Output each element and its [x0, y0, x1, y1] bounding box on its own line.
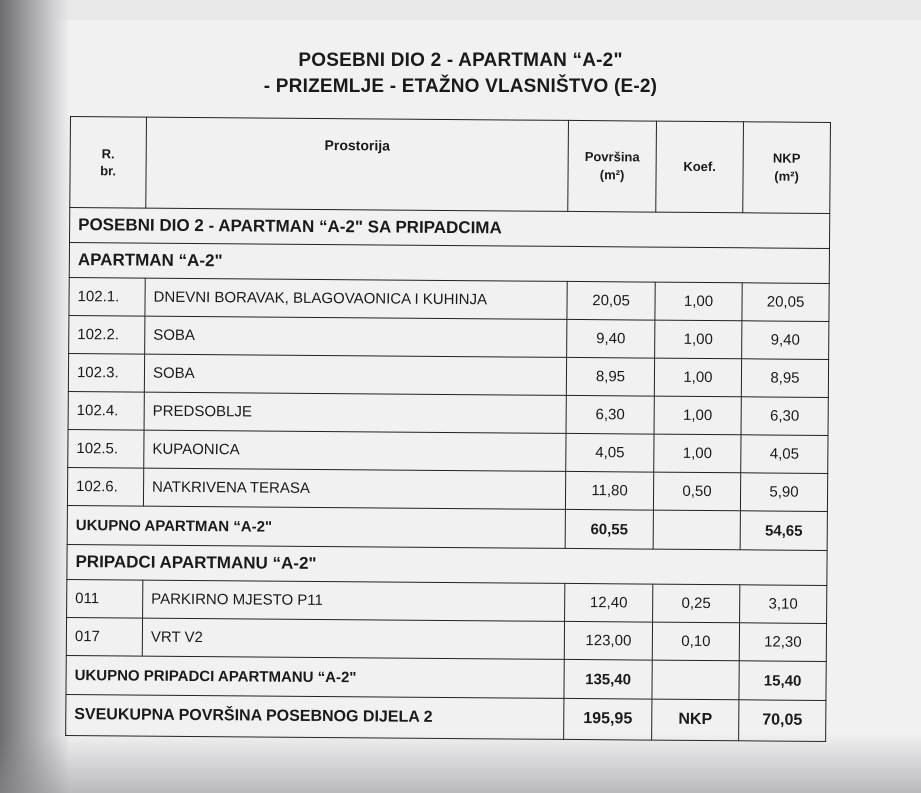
- section-main-label: POSEBNI DIO 2 - APARTMAN “A-2" SA PRIPADCIMA: [70, 208, 830, 249]
- cell-koef: 0,50: [653, 472, 740, 511]
- area-table-wrapper: [65, 116, 830, 742]
- cell-rb: 102.3.: [68, 353, 144, 392]
- table-row: [67, 579, 827, 623]
- grand-total-koef: NKP: [652, 699, 739, 741]
- cell-nkp: 3,10: [740, 585, 827, 624]
- document-subtitle: - PRIZEMLJE - ETAŽNO VLASNIŠTVO (E-2): [263, 76, 658, 97]
- cell-rb: 017: [66, 617, 142, 656]
- cell-nkp: 6,30: [741, 397, 828, 436]
- apartment-total-nkp: 54,65: [740, 511, 827, 551]
- cell-area: 8,95: [566, 357, 654, 396]
- section-row-pripadci: [67, 544, 827, 585]
- grand-total-area: 195,95: [564, 698, 652, 740]
- cell-area: 9,40: [567, 319, 655, 358]
- cell-koef: 1,00: [654, 396, 741, 435]
- pripadci-total-area: 135,40: [564, 659, 652, 699]
- header-povrsina: [568, 120, 657, 212]
- cell-nkp: 8,95: [741, 359, 828, 398]
- header-rb-line2: br.: [100, 163, 117, 179]
- cell-nkp: 5,90: [740, 473, 827, 512]
- header-prostorija: Prostorija: [146, 117, 569, 211]
- header-nkp: [743, 122, 831, 214]
- cell-name: VRT V2: [142, 618, 564, 659]
- table-row: [68, 391, 828, 435]
- cell-nkp: 12,30: [739, 623, 826, 662]
- cell-name: DNEVNI BORAVAK, BLAGOVAONICA I KUHINJA: [145, 278, 567, 319]
- cell-area: 6,30: [566, 395, 654, 434]
- table-row: [69, 277, 829, 321]
- header-row: [70, 117, 831, 214]
- cell-area: 123,00: [564, 621, 652, 660]
- header-rb-line1: R.: [101, 146, 115, 162]
- header-koef: Koef.: [656, 121, 744, 213]
- cell-koef: 1,00: [655, 320, 742, 359]
- cell-koef: 1,00: [655, 282, 742, 321]
- header-nkp-line1: NKP: [772, 150, 801, 166]
- cell-area: 11,80: [565, 471, 653, 510]
- pripadci-total-koef: [652, 660, 739, 700]
- page-shadow-bottom: [0, 733, 921, 793]
- table-row: [67, 467, 827, 511]
- cell-rb: 102.4.: [68, 391, 144, 430]
- cell-koef: 0,25: [653, 584, 740, 623]
- cell-name: PARKIRNO MJESTO P11: [143, 580, 565, 621]
- section-row-main: [70, 208, 830, 249]
- cell-rb: 011: [67, 579, 143, 618]
- cell-rb: 102.1.: [69, 277, 145, 316]
- cell-name: PREDSOBLJE: [144, 392, 566, 433]
- cell-name: SOBA: [145, 316, 567, 357]
- table-row: [69, 315, 829, 359]
- cell-koef: 0,10: [652, 622, 739, 661]
- cell-name: KUPAONICA: [144, 430, 566, 471]
- section-apartment-label: APARTMAN “A-2": [69, 243, 829, 284]
- apartment-total-koef: [653, 510, 740, 550]
- header-povrsina-line1: Površina: [584, 149, 640, 165]
- table-row: [66, 617, 826, 661]
- table-row: [68, 429, 828, 473]
- cell-area: 20,05: [567, 281, 655, 320]
- area-table: [65, 116, 831, 742]
- section-pripadci-label: PRIPADCI APARTMANU “A-2": [67, 544, 827, 585]
- header-nkp-line2: (m²): [774, 168, 799, 184]
- pripadci-total-row: [66, 655, 826, 700]
- cell-rb: 102.6.: [67, 467, 143, 506]
- grand-total-nkp: 70,05: [739, 700, 826, 742]
- pripadci-total-label: UKUPNO PRIPADCI APARTMANU “A-2": [66, 655, 564, 698]
- cell-nkp: 9,40: [742, 321, 829, 360]
- header-povrsina-line2: (m²): [599, 167, 625, 183]
- cell-nkp: 4,05: [741, 435, 828, 474]
- cell-koef: 1,00: [654, 434, 741, 473]
- header-rb: [70, 117, 147, 209]
- cell-area: 12,40: [565, 583, 653, 622]
- cell-rb: 102.5.: [68, 429, 144, 468]
- grand-total-label: SVEUKUPNA POVRŠINA POSEBNOG DIJELA 2: [66, 694, 564, 739]
- cell-rb: 102.2.: [69, 315, 145, 354]
- apartment-total-row: [67, 505, 827, 550]
- cell-area: 4,05: [566, 433, 654, 472]
- table-row: [68, 353, 828, 397]
- page-shadow-left: [0, 0, 70, 793]
- apartment-total-area: 60,55: [565, 509, 653, 549]
- cell-nkp: 20,05: [742, 283, 829, 322]
- apartment-total-label: UKUPNO APARTMAN “A-2": [67, 505, 565, 548]
- cell-koef: 1,00: [654, 358, 741, 397]
- document-title: POSEBNI DIO 2 - APARTMAN “A-2": [298, 50, 623, 71]
- cell-name: SOBA: [144, 354, 566, 395]
- section-row-apartment: [69, 243, 829, 284]
- cell-name: NATKRIVENA TERASA: [143, 468, 565, 509]
- pripadci-total-nkp: 15,40: [739, 661, 826, 701]
